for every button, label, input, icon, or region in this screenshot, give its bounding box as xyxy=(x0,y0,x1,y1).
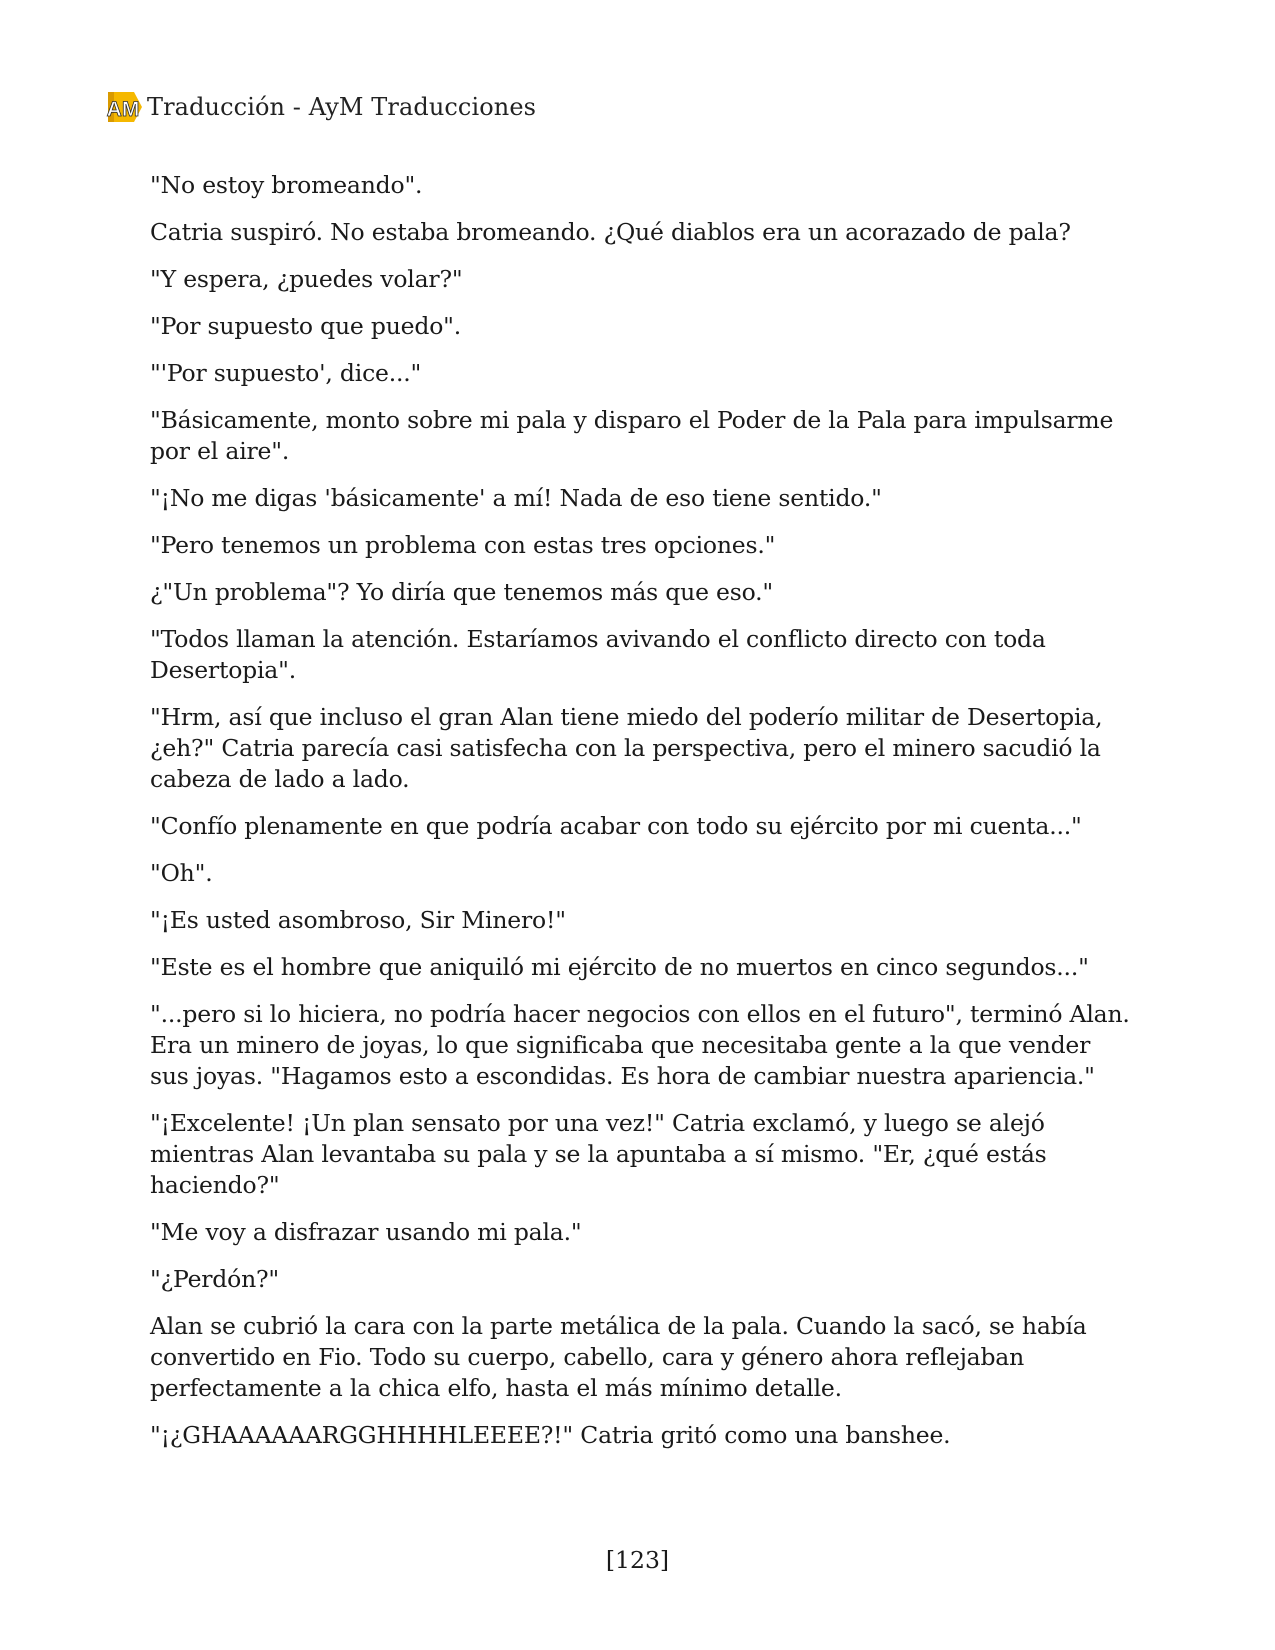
page-number: [123] xyxy=(605,1546,670,1574)
paragraph: "Este es el hombre que aniquiló mi ejército de no muertos en cinco segundos..." xyxy=(150,953,1089,981)
header-title: Traducción - AyM Traducciones xyxy=(147,93,537,121)
paragraph: "'Por supuesto', dice..." xyxy=(150,359,422,387)
paragraph: Catria suspiró. No estaba bromeando. ¿Qué diablos era un acorazado de pala? xyxy=(150,218,1071,246)
page-body xyxy=(150,170,1135,1467)
paragraph: ¿"Un problema"? Yo diría que tenemos más que eso." xyxy=(150,578,774,606)
paragraph: "Y espera, ¿puedes volar?" xyxy=(150,265,463,293)
paragraph: "Básicamente, monto sobre mi pala y disparo el Poder de la Pala para impulsarme por el aire". xyxy=(150,406,1114,465)
paragraph: "¡Es usted asombroso, Sir Minero!" xyxy=(150,906,566,934)
paragraph: "Oh". xyxy=(150,859,213,887)
paragraph: "Confío plenamente en que podría acabar con todo su ejército por mi cuenta..." xyxy=(150,812,1082,840)
logo-text: AM xyxy=(106,98,140,121)
page-header xyxy=(104,90,536,124)
paragraph: "¡Excelente! ¡Un plan sensato por una vez!" Catria exclamó, y luego se alejó mientras Alan levantaba su pala y se la apuntaba a sí mismo. "Er, ¿qué estás haciendo?" xyxy=(150,1109,1047,1199)
paragraph: "No estoy bromeando". xyxy=(150,171,423,199)
paragraph: "¡¿GHAAAAAARGGHHHHLEEEE?!" Catria gritó como una banshee. xyxy=(150,1421,951,1449)
paragraph: "Pero tenemos un problema con estas tres opciones." xyxy=(150,531,776,559)
paragraph: "¿Perdón?" xyxy=(150,1265,280,1293)
paragraph: "...pero si lo hiciera, no podría hacer negocios con ellos en el futuro", terminó Alan. Era un minero de joyas, lo que significaba que necesitaba gente a la que vender sus joyas. "Hagamos esto a escondidas. Es hora de cambiar nuestra apariencia." xyxy=(150,1000,1130,1090)
paragraph: "Hrm, así que incluso el gran Alan tiene miedo del poderío militar de Desertopia, ¿eh?" Catria parecía casi satisfecha con la perspectiva, pero el minero sacudió la cabeza de lado a lado. xyxy=(150,703,1103,793)
aym-logo-icon xyxy=(104,90,144,124)
paragraph: Alan se cubrió la cara con la parte metálica de la pala. Cuando la sacó, se había convertido en Fio. Todo su cuerpo, cabello, cara y género ahora reflejaban perfectamente a la chica elfo, hasta el más mínimo detalle. xyxy=(150,1312,1087,1402)
paragraph: "Todos llaman la atención. Estaríamos avivando el conflicto directo con toda Desertopia". xyxy=(150,625,1046,684)
paragraph: "Por supuesto que puedo". xyxy=(150,312,462,340)
paragraph: "¡No me digas 'básicamente' a mí! Nada de eso tiene sentido." xyxy=(150,484,882,512)
paragraph: "Me voy a disfrazar usando mi pala." xyxy=(150,1218,582,1246)
